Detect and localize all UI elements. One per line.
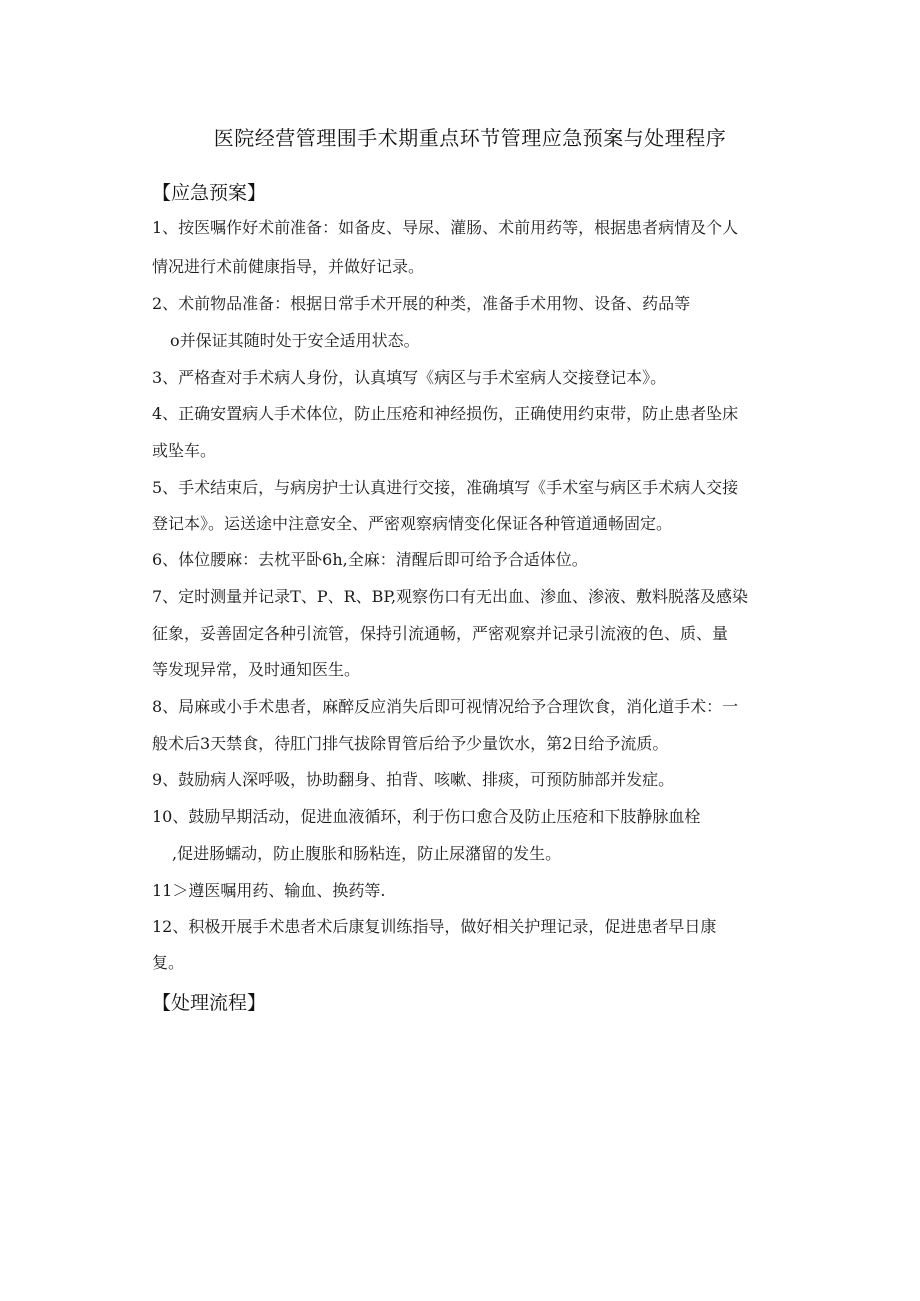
paragraph-line: 4、正确安置病人手术体位，防止压疮和神经损伤，正确使用约束带，防止患者坠床 xyxy=(152,404,739,423)
paragraph-line: 7、定时测量并记录T、P、R、BP,观察伤口有无出血、渗血、渗液、敷料脱落及感染 xyxy=(152,587,749,606)
paragraph-line: 1、按医嘱作好术前准备：如备皮、导尿、灌肠、术前用药等，根据患者病情及个人 xyxy=(152,218,739,237)
paragraph-line: 10、鼓励早期活动，促进血液循环，利于伤口愈合及防止压疮和下肢静脉血栓 xyxy=(152,807,701,826)
paragraph-line: 登记本》。运送途中注意安全、严密观察病情变化保证各种管道通畅固定。 xyxy=(152,514,673,533)
section-heading-emergency-plan: 【应急预案】 xyxy=(152,182,267,204)
section-heading-process-flow: 【处理流程】 xyxy=(152,992,267,1014)
paragraph-line: 9、鼓励病人深呼吸，协助翻身、拍背、咳嗽、排痰，可预防肺部并发症。 xyxy=(152,770,675,789)
paragraph-line: o并保证其随时处于安全适用状态。 xyxy=(170,331,420,350)
paragraph-line: 6、体位腰麻：去枕平卧6h,全麻：清醒后即可给予合适体位。 xyxy=(152,550,588,569)
paragraph-line: 等发现异常，及时通知医生。 xyxy=(152,660,361,679)
paragraph-line: 般术后3天禁食，待肛门排气拔除胃管后给予少量饮水，第2日给予流质。 xyxy=(152,734,669,753)
paragraph-line: 2、术前物品准备：根据日常手术开展的种类，准备手术用物、设备、药品等 xyxy=(152,294,691,313)
paragraph-line: 5、手术结束后，与病房护士认真进行交接，准确填写《手术室与病区手术病人交接 xyxy=(152,478,739,497)
paragraph-line: 12、积极开展手术患者术后康复训练指导，做好相关护理记录，促进患者早日康 xyxy=(152,917,717,936)
paragraph-line: 征象，妥善固定各种引流管，保持引流通畅，严密观察并记录引流液的色、质、量 xyxy=(152,624,729,643)
paragraph-line: 或坠车。 xyxy=(152,441,217,460)
paragraph-line: 11＞遵医嘱用药、输血、换药等. xyxy=(152,881,386,900)
paragraph-line: 情况进行术前健康指导，并做好记录。 xyxy=(152,257,425,276)
paragraph-line: ,促进肠蠕动，防止腹胀和肠粘连，防止尿潴留的发生。 xyxy=(172,844,562,863)
paragraph-line: 8、局麻或小手术患者，麻醉反应消失后即可视情况给予合理饮食，消化道手术：一 xyxy=(152,697,739,716)
paragraph-line: 3、严格查对手术病人身份，认真填写《病区与手术室病人交接登记本》。 xyxy=(152,368,667,387)
document-title: 医院经营管理围手术期重点环节管理应急预案与处理程序 xyxy=(213,126,727,150)
paragraph-line: 复。 xyxy=(152,953,185,972)
